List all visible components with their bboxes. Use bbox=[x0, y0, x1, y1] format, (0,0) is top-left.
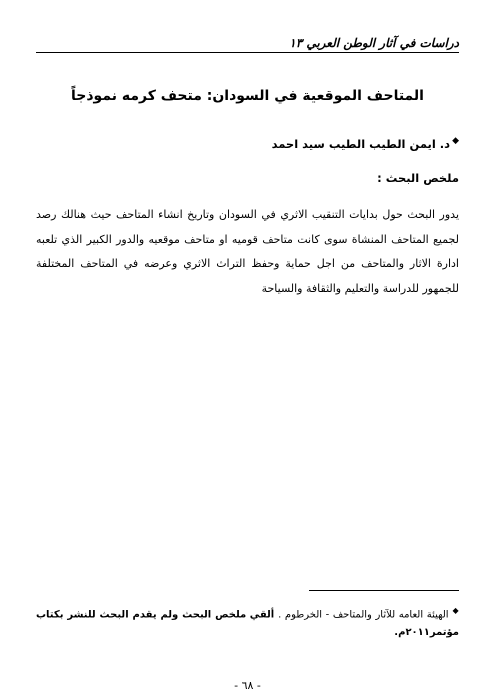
abstract-body: يدور البحث حول بدايات التنقيب الاثري في السودان وتاريخ انشاء المتاحف حيث هنالك رصد لجميع المتاحف المنشاة سوى كانت متاحف قوميه او متاحف موقعيه والدور الكبير الذي تلعبه ادارة الاثار والمتاحف من اجل حماية وحفظ التراث الاثري وعرضه في المتاحف المختلفة للجمهور للدراسة والتعليم والثقافة والسياحة bbox=[36, 208, 459, 295]
footnote bbox=[36, 602, 459, 642]
author-footnote-marker: ◆ bbox=[452, 136, 459, 146]
article-title: المتاحف الموقعية في السودان: متحف كرمه نموذجاً bbox=[71, 88, 424, 104]
footnote-divider bbox=[309, 590, 459, 591]
footnote-marker: ◆ bbox=[452, 606, 460, 615]
running-header: دراسات في آثار الوطن العربي ١٣ bbox=[289, 36, 459, 50]
author-name: د. ايمن الطيب الطيب سيد احمد bbox=[271, 136, 451, 151]
author-line bbox=[272, 136, 459, 151]
page-number: - ٦٨ - bbox=[234, 679, 261, 692]
footnote-affiliation: الهيئة العامه للآثار والمتاحف - الخرطوم . bbox=[278, 609, 449, 621]
header-divider bbox=[36, 52, 459, 53]
abstract-heading: ملخص البحث : bbox=[377, 171, 459, 185]
footnote-note: ألقي ملخص البحث ولم يقدم البحث للنشر بكتاب مؤتمر٢٠١١م. bbox=[36, 609, 459, 639]
